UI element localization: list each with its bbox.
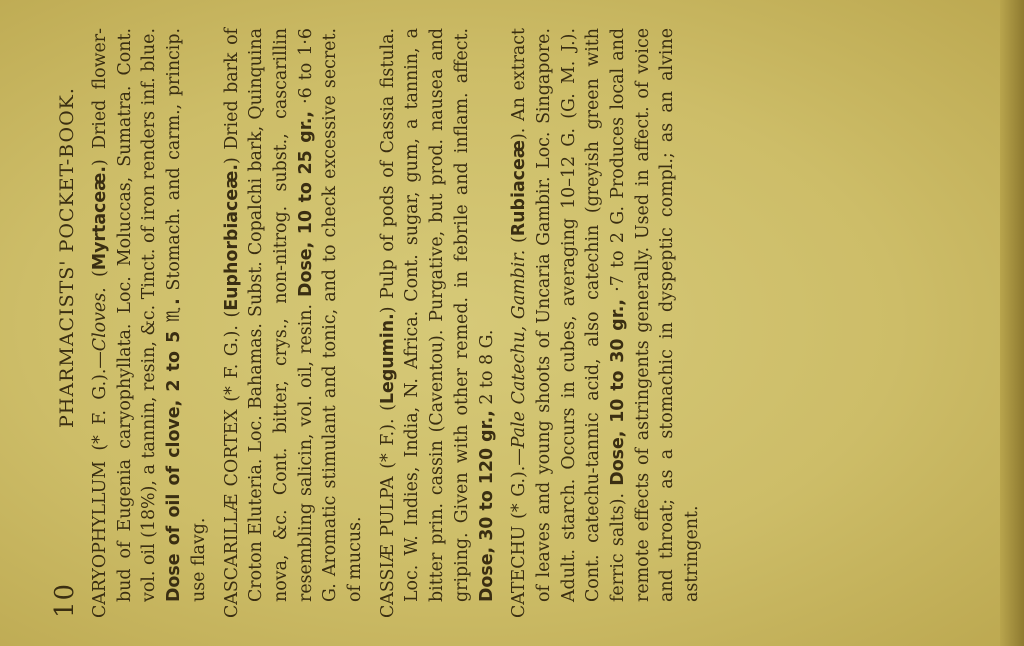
entry-family: Myrtaceæ. — [90, 166, 110, 271]
entry-text: (* G.).— — [509, 448, 530, 526]
entry-caryophyllum — [88, 28, 212, 618]
entry-text: (* F. G.). ( — [221, 310, 242, 410]
entry-cassiae-pulpa — [376, 28, 500, 618]
page-number: 10 — [50, 582, 80, 618]
entry-dose: Dose, 10 to 30 gr., — [608, 298, 629, 486]
entry-text: ) Dried bark of Croton Eluteria. Loc. Bahamas. Subst. Copalchi bark, Quinquina nova, &c. Cont. bitter, crys., non-nitrog. subst., cascarillin resembling salicin, vol. oil, resin. — [221, 28, 316, 602]
entry-dose: Dose, 30 to 120 gr., — [476, 410, 497, 602]
entry-title: CATECHU — [509, 525, 530, 618]
rotated-text-block — [50, 28, 980, 618]
entry-family: Euphorbiaceæ. — [221, 164, 242, 311]
entry-text: ) Dried flower-bud of Eugenia caryophyllata. Loc. Moluccas, Sumatra. Cont. vol. oil (18%), a tannin, resin, &c. Tinct. of iron renders inf. blue. — [90, 28, 160, 602]
entry-dose: Dose of oil of clove, 2 to 5 ♏. — [164, 298, 185, 602]
entry-catechu — [507, 28, 705, 618]
entry-text: ). An extract of leaves and young shoots of Uncaria Gambir. Loc. Singapore. Adult. starch. Occurs in cubes, averaging 10–12 G. (G. M. J.). Cont. catechu-tannic acid, also catechin (greyish green with ferric salts). — [509, 28, 629, 602]
entry-family: Rubiaceæ — [509, 139, 530, 237]
entry-text: ( — [90, 270, 110, 288]
entry-text: ) Pulp of pods of Cassia fistula. Loc. W. Indies, India, N. Africa. Cont. sugar, gum, a tannin, a bitter prin. cassin (Caventou). Purgative, but prod. nausea and griping. Given with other remed. in febrile and inflam. affect. — [377, 28, 472, 602]
entry-title: CARYOPHYLLUM — [90, 460, 110, 618]
entry-text: (* F. G.).— — [90, 351, 110, 461]
entry-text: (* F.). ( — [377, 404, 398, 477]
entry-text: Stomach. and carm., princip. use flavg. — [164, 28, 209, 602]
entry-text: ·7 to 2 G. Produces local and remote effects of astringents generally. Used in affect. of voice and throat; as a stomachic in dyspeptic compl.; as an alvine astringent. — [608, 28, 703, 602]
entry-common-name: Pale Catechu, Gambir. — [509, 249, 530, 449]
running-title: PHARMACISTS' POCKET-BOOK. — [56, 87, 78, 428]
entry-common-name: Cloves. — [90, 287, 110, 352]
entry-text: ·6 to 1·6 G. Aromatic stimulant and tonic, and to check excessive secret. of mucus. — [295, 28, 366, 602]
entry-text: 2 to 8 G. — [476, 329, 497, 411]
entry-text: ( — [509, 236, 530, 250]
page-edge-shadow — [1000, 0, 1024, 646]
entry-title: CASCARILLÆ CORTEX — [221, 409, 242, 618]
page-header — [50, 28, 88, 618]
entry-cascarillae-cortex — [220, 28, 368, 618]
entries-list — [88, 28, 705, 618]
entry-family: Legumin. — [377, 313, 398, 405]
entry-dose: Dose, 10 to 25 gr., — [295, 110, 316, 297]
entry-title: CASSIÆ PULPA — [377, 476, 398, 618]
